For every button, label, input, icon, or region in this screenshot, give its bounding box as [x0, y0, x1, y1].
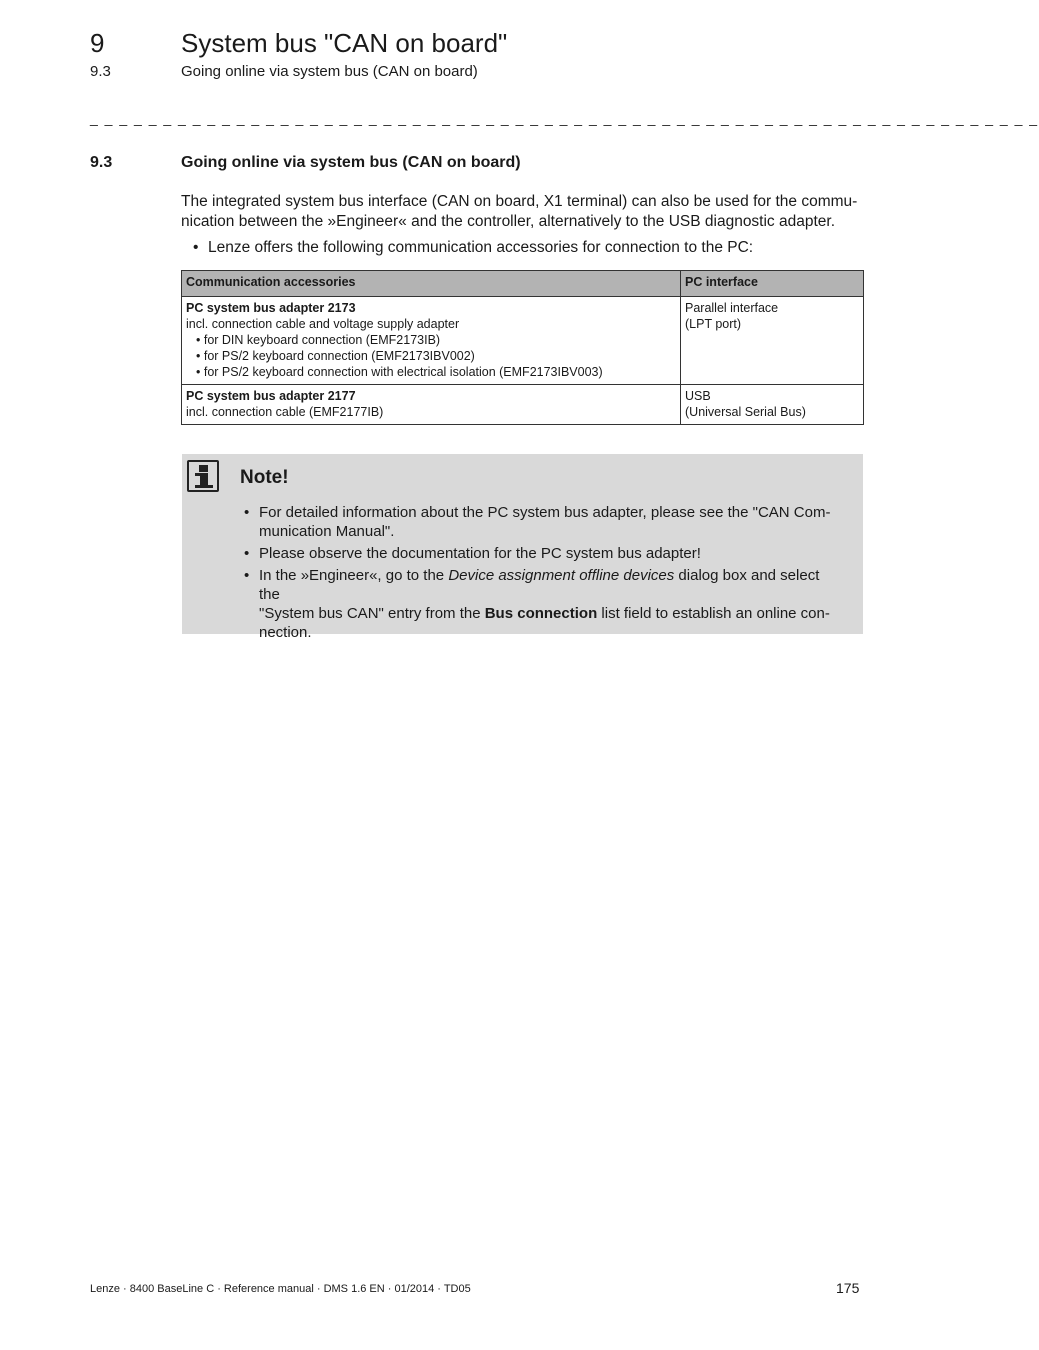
header-separator: _ _ _ _ _ _ _ _ _ _ _ _ _ _ _ _ _ _ _ _ _ _ _ _ _ _ _ _ _ _ _ _ _ _ _ _ _ _ _ _ _ _ _ _ _ _ _ _ _ _ _ _ _ _ _ _ _ _ _ _ _ _ _ _ _ [90, 110, 1039, 126]
note-item [244, 544, 844, 563]
note-text-line [259, 566, 844, 604]
note-title: Note! [240, 467, 289, 488]
accessory-option: • for PS/2 keyboard connection (EMF2173IBV002) [196, 349, 475, 363]
info-icon [187, 460, 219, 492]
note-text: "System bus CAN" entry from the [259, 605, 485, 622]
chapter-title: System bus "CAN on board" [181, 28, 508, 58]
running-section-number: 9.3 [90, 63, 111, 80]
accessory-option: • for DIN keyboard connection (EMF2173IB) [196, 333, 441, 347]
interface-detail: (Universal Serial Bus) [685, 405, 806, 419]
interface-name: USB [685, 389, 711, 403]
accessories-table [181, 270, 864, 425]
table-header-row [182, 271, 864, 297]
note-item [244, 503, 844, 541]
field-name: Bus connection [484, 605, 598, 622]
bullet-symbol: • [244, 504, 250, 521]
accessories-bullet [193, 239, 753, 257]
col-header-pc-interface: PC interface [681, 271, 864, 297]
bullet-symbol: • [244, 567, 250, 584]
accessory-name: PC system bus adapter 2173 [186, 301, 356, 315]
section-heading: Going online via system bus (CAN on board) [181, 154, 521, 171]
note-text: list field to establish an online con- [597, 605, 830, 622]
interface-cell [681, 297, 864, 385]
note-text: For detailed information about the PC system bus adapter, please see the "CAN Com- [259, 504, 831, 521]
accessory-cell [182, 297, 681, 385]
interface-detail: (LPT port) [685, 317, 742, 331]
col-header-accessories: Communication accessories [182, 271, 681, 297]
accessory-desc: incl. connection cable (EMF2177IB) [186, 405, 384, 419]
table-row [182, 385, 864, 425]
page-number: 175 [836, 1280, 860, 1296]
intro-line: nication between the »Engineer« and the controller, alternatively to the USB diagnostic adapter. [181, 212, 836, 230]
note-text: munication Manual". [259, 523, 395, 540]
note-text-line [259, 604, 844, 623]
accessory-desc: incl. connection cable and voltage supply adapter [186, 317, 460, 331]
note-list [244, 503, 844, 645]
note-text: In the »Engineer«, go to the [259, 567, 449, 584]
dialog-name: Device assignment offline devices [448, 567, 675, 584]
accessory-cell [182, 385, 681, 425]
note-item [244, 566, 844, 642]
intro-line: The integrated system bus interface (CAN on board, X1 terminal) can also be used for the commu- [181, 193, 858, 210]
footer-document-info: Lenze · 8400 BaseLine C · Reference manual · DMS 1.6 EN · 01/2014 · TD05 [90, 1283, 471, 1295]
intro-paragraph [181, 192, 866, 231]
bullet-text: Lenze offers the following communication accessories for connection to the PC: [208, 239, 754, 256]
accessory-name: PC system bus adapter 2177 [186, 389, 356, 403]
bullet-symbol: • [244, 545, 250, 562]
note-box [182, 454, 863, 641]
interface-cell [681, 385, 864, 425]
bullet-symbol: • [193, 239, 199, 256]
note-text: nection. [259, 624, 312, 641]
table-row [182, 297, 864, 385]
running-section-title: Going online via system bus (CAN on board) [181, 63, 478, 80]
note-text: Please observe the documentation for the PC system bus adapter! [259, 545, 701, 562]
chapter-number: 9 [90, 28, 105, 58]
accessory-option: • for PS/2 keyboard connection with electrical isolation (EMF2173IBV003) [196, 365, 603, 379]
interface-name: Parallel interface [685, 301, 779, 315]
section-number: 9.3 [90, 154, 113, 171]
note-text: dialog box and select the [259, 567, 820, 603]
